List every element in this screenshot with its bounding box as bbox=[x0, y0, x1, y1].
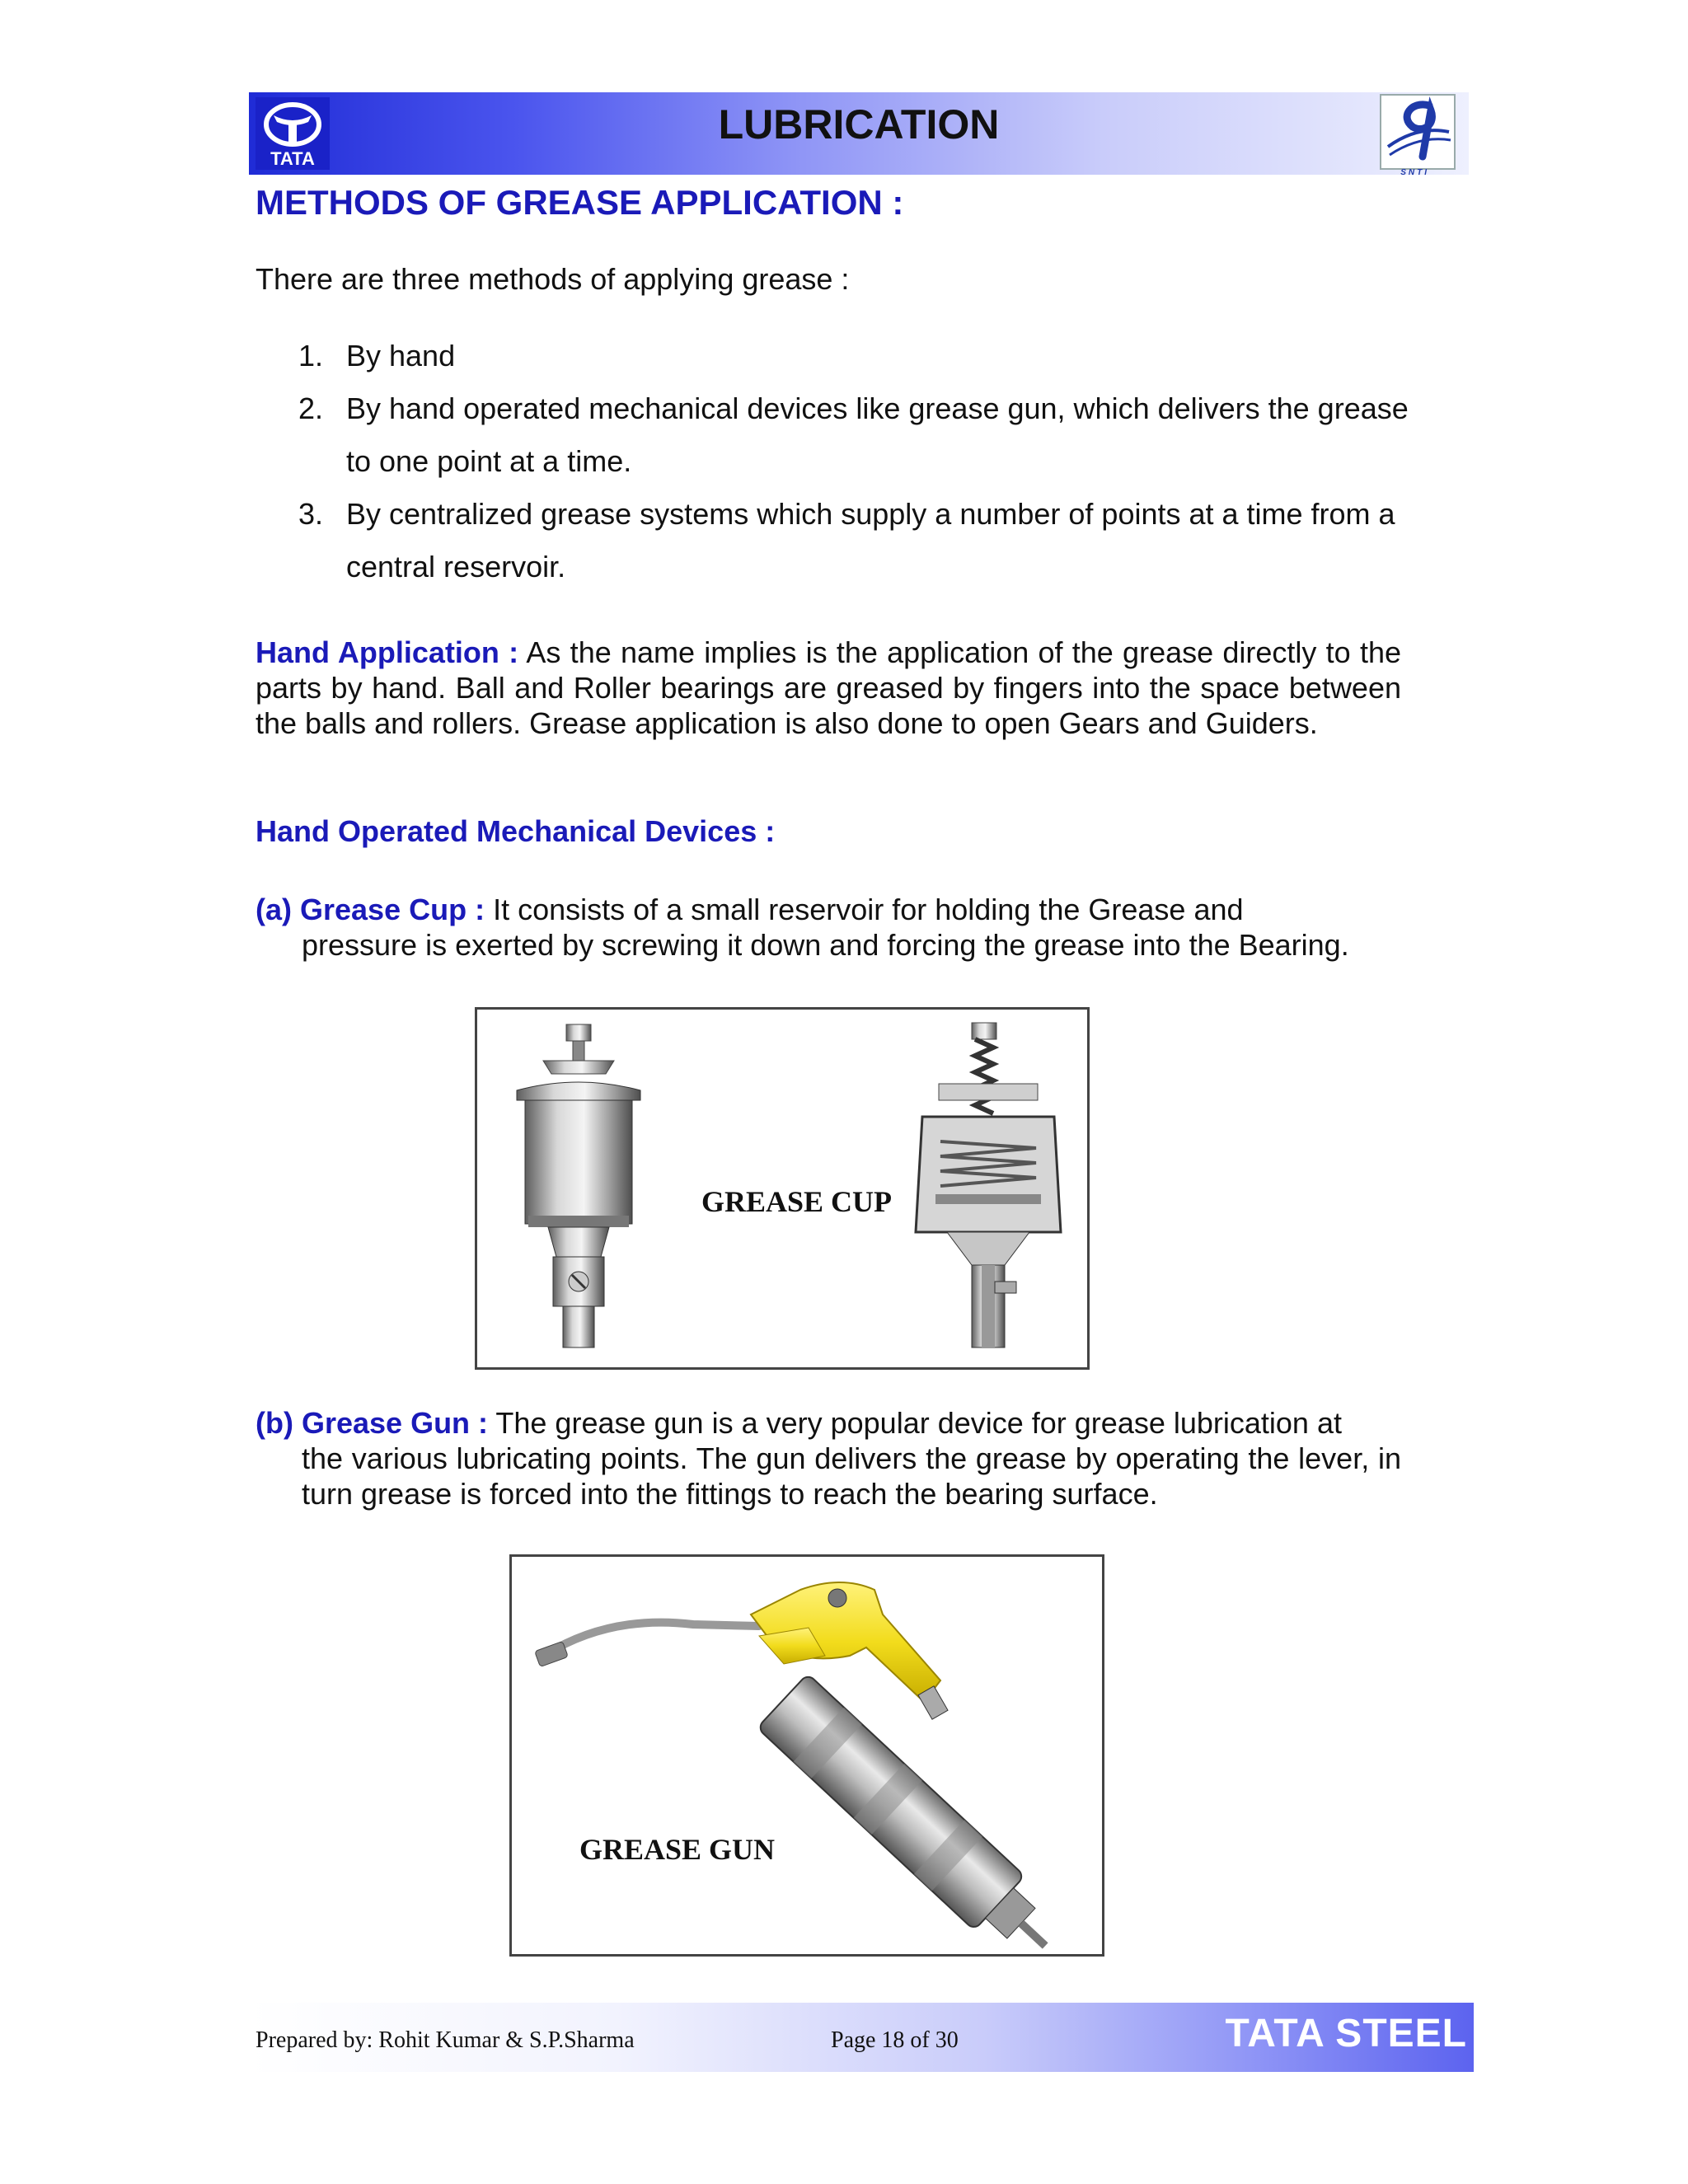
snti-logo-text: SNTI bbox=[1400, 168, 1429, 177]
grease-cup-figure bbox=[475, 1007, 1090, 1370]
section-title: METHODS OF GREASE APPLICATION : bbox=[256, 183, 904, 222]
devices-heading: Hand Operated Mechanical Devices : bbox=[256, 814, 776, 848]
tata-logo-text: TATA bbox=[270, 148, 315, 169]
intro-text: There are three methods of applying grease : bbox=[256, 262, 850, 296]
page-footer bbox=[249, 2003, 1474, 2072]
page-header bbox=[249, 92, 1469, 175]
list-number: 2. bbox=[298, 391, 324, 425]
hand-application-text: As the name implies is the application of the grease directly to the parts by hand. Ball and Roller bearings are greased by fingers into the space between the balls and rollers. Grease application is also done to open Gears and Guiders. bbox=[256, 635, 1401, 740]
list-item bbox=[298, 382, 1428, 488]
hand-application-paragraph bbox=[256, 635, 1401, 741]
grease-cup-caption: GREASE CUP bbox=[701, 1185, 893, 1218]
methods-list bbox=[298, 330, 1428, 593]
grease-gun-figure bbox=[509, 1554, 1104, 1957]
grease-cup-line1: It consists of a small reservoir for holding the Grease and bbox=[485, 893, 1244, 926]
hand-application-label: Hand Application : bbox=[256, 635, 519, 669]
grease-cup-label: (a) Grease Cup : bbox=[256, 893, 485, 926]
list-number: 1. bbox=[298, 339, 324, 373]
prepared-by: Prepared by: Rohit Kumar & S.P.Sharma bbox=[256, 2027, 635, 2053]
list-text: By hand bbox=[346, 339, 456, 373]
page-title: LUBRICATION bbox=[718, 101, 1000, 148]
list-text: By centralized grease systems which supply a number of points at a time from a central reservoir. bbox=[346, 497, 1395, 583]
grease-cup-paragraph bbox=[256, 892, 1401, 963]
snti-logo bbox=[1378, 92, 1457, 178]
grease-gun-label: (b) Grease Gun : bbox=[256, 1406, 489, 1440]
list-item bbox=[298, 488, 1428, 593]
grease-gun-line2: the various lubricating points. The gun delivers the grease by operating the lever, in turn grease is forced into the fittings to reach the bearing surface. bbox=[302, 1441, 1401, 1511]
grease-gun-line1: The grease gun is a very popular device for grease lubrication at bbox=[488, 1406, 1342, 1440]
list-item bbox=[298, 330, 1428, 382]
grease-gun-paragraph bbox=[256, 1405, 1401, 1511]
page-number: Page 18 of 30 bbox=[831, 2027, 959, 2053]
grease-cup-line2: pressure is exerted by screwing it down and forcing the grease into the Bearing. bbox=[302, 928, 1349, 962]
tata-steel-logo: TATA STEEL bbox=[1225, 2012, 1467, 2055]
list-text: By hand operated mechanical devices like grease gun, which delivers the grease to one point at a time. bbox=[346, 391, 1409, 478]
grease-gun-illustration bbox=[512, 1557, 1102, 1954]
list-number: 3. bbox=[298, 497, 324, 531]
grease-gun-caption: GREASE GUN bbox=[579, 1833, 776, 1866]
